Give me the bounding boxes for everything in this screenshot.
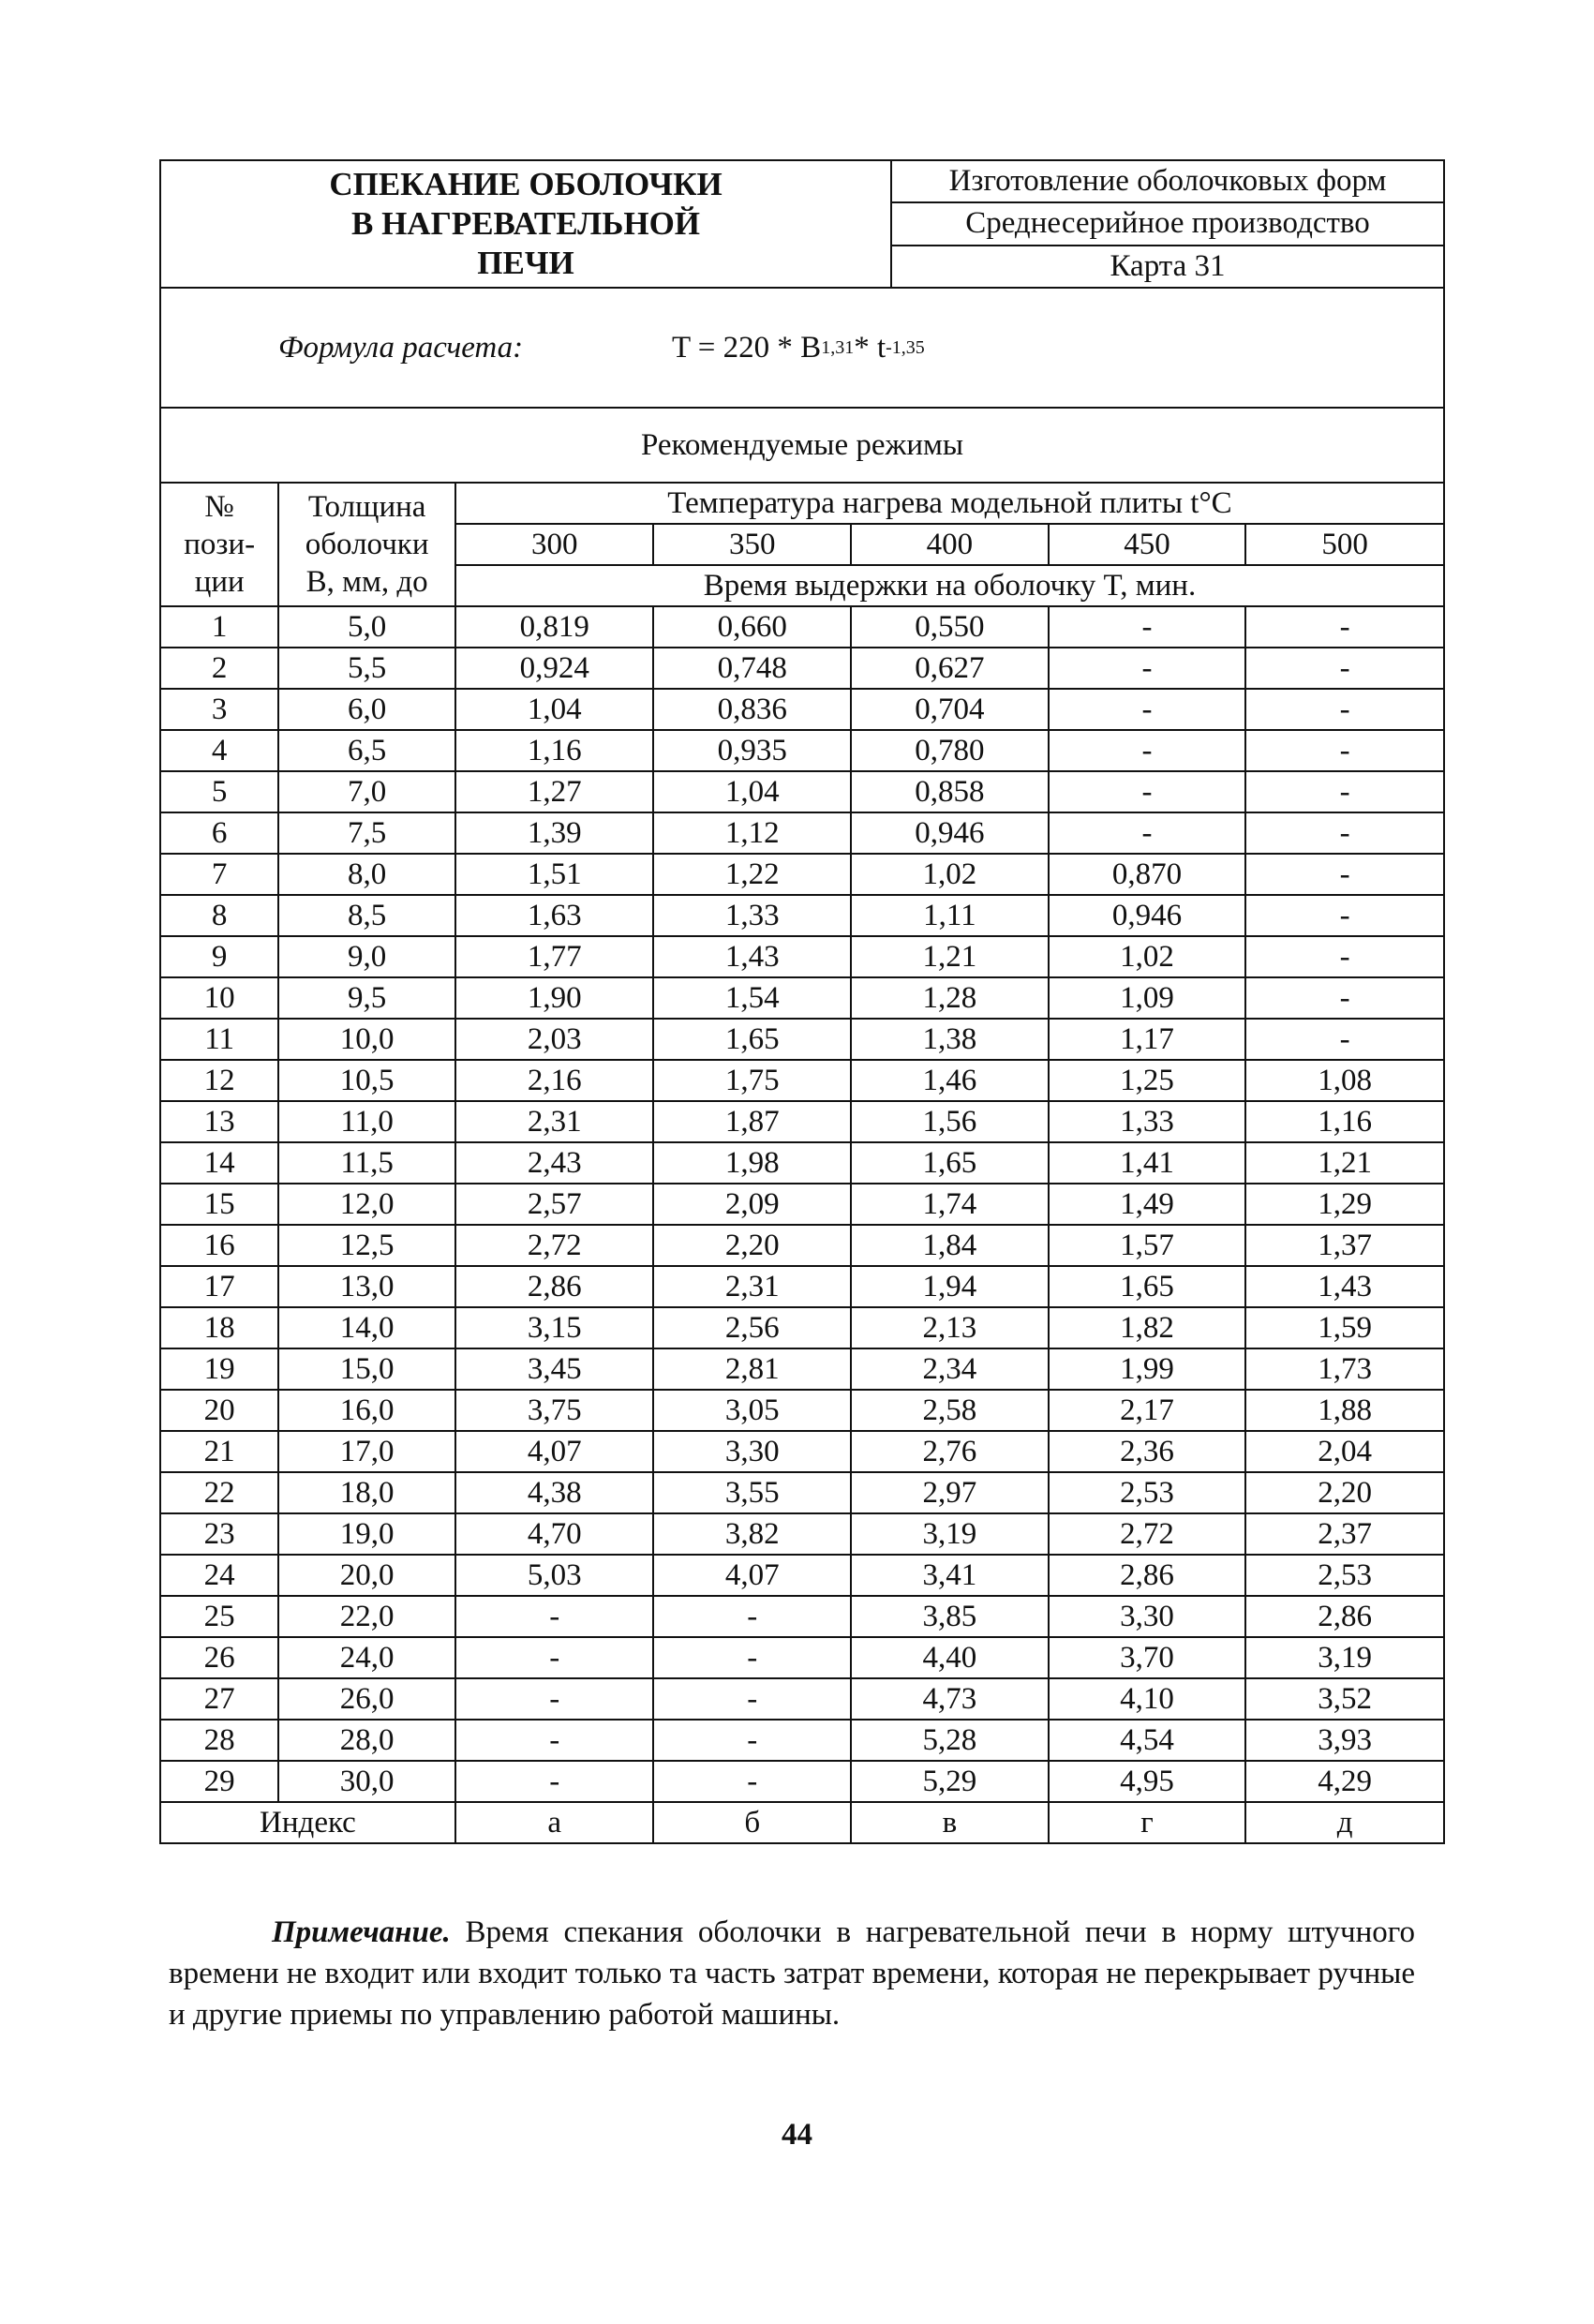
index-cell: г: [1049, 1802, 1246, 1842]
time-450-cell: 1,41: [1049, 1142, 1246, 1184]
thickness-cell: 22,0: [278, 1596, 455, 1637]
position-cell: 5: [161, 771, 278, 812]
time-450-cell: 1,65: [1049, 1266, 1246, 1307]
time-350-cell: -: [653, 1637, 851, 1678]
time-300-cell: 4,38: [455, 1472, 654, 1513]
time-450-cell: 0,946: [1049, 895, 1246, 936]
table-row: [161, 1596, 1443, 1637]
time-300-cell: 2,86: [455, 1266, 654, 1307]
time-400-cell: 2,97: [851, 1472, 1049, 1513]
time-500-cell: -: [1245, 977, 1443, 1019]
time-500-cell: 1,43: [1245, 1266, 1443, 1307]
time-500-cell: 2,20: [1245, 1472, 1443, 1513]
time-300-cell: 1,39: [455, 812, 654, 854]
modes-table: [161, 484, 1443, 1842]
time-300-cell: 1,16: [455, 730, 654, 771]
time-300-cell: 1,04: [455, 689, 654, 730]
thickness-cell: 15,0: [278, 1348, 455, 1390]
thickness-cell: 18,0: [278, 1472, 455, 1513]
time-400-cell: 3,41: [851, 1555, 1049, 1596]
time-300-cell: -: [455, 1720, 654, 1761]
time-450-cell: 4,10: [1049, 1678, 1246, 1720]
time-500-cell: 1,08: [1245, 1060, 1443, 1101]
position-cell: 15: [161, 1184, 278, 1225]
time-350-cell: 3,82: [653, 1513, 851, 1555]
position-column-header: [161, 484, 278, 606]
position-cell: 13: [161, 1101, 278, 1142]
table-row: [161, 1142, 1443, 1184]
time-300-cell: 1,77: [455, 936, 654, 977]
thickness-cell: 24,0: [278, 1637, 455, 1678]
time-400-cell: 1,65: [851, 1142, 1049, 1184]
time-500-cell: 2,04: [1245, 1431, 1443, 1472]
table-row: [161, 1060, 1443, 1101]
time-450-cell: -: [1049, 730, 1246, 771]
thickness-cell: 16,0: [278, 1390, 455, 1431]
card-title: [161, 161, 892, 287]
position-cell: 9: [161, 936, 278, 977]
time-450-cell: 1,17: [1049, 1019, 1246, 1060]
position-cell: 16: [161, 1225, 278, 1266]
time-450-cell: 0,870: [1049, 854, 1246, 895]
thickness-cell: 11,0: [278, 1101, 455, 1142]
time-350-cell: 1,65: [653, 1019, 851, 1060]
time-400-cell: 3,85: [851, 1596, 1049, 1637]
time-400-cell: 1,56: [851, 1101, 1049, 1142]
time-400-cell: 1,84: [851, 1225, 1049, 1266]
time-400-cell: 1,94: [851, 1266, 1049, 1307]
position-cell: 23: [161, 1513, 278, 1555]
time-400-cell: 0,858: [851, 771, 1049, 812]
position-cell: 20: [161, 1390, 278, 1431]
formula-base: T = 220 * B: [672, 330, 822, 365]
thickness-cell: 11,5: [278, 1142, 455, 1184]
time-300-cell: 2,03: [455, 1019, 654, 1060]
position-cell: 29: [161, 1761, 278, 1802]
formula-exponent-b: 1,31: [821, 336, 855, 358]
card-title-line: СПЕКАНИЕ ОБОЛОЧКИ: [329, 166, 723, 202]
time-300-cell: 4,70: [455, 1513, 654, 1555]
formula-row: [161, 289, 1443, 409]
thickness-cell: 14,0: [278, 1307, 455, 1348]
time-300-cell: 4,07: [455, 1431, 654, 1472]
time-500-cell: 1,59: [1245, 1307, 1443, 1348]
table-row: [161, 730, 1443, 771]
time-300-cell: -: [455, 1761, 654, 1802]
time-400-cell: 0,946: [851, 812, 1049, 854]
time-400-cell: 1,11: [851, 895, 1049, 936]
category-label: Изготовление оболочковых форм: [892, 161, 1443, 203]
position-cell: 25: [161, 1596, 278, 1637]
note-label: Примечание.: [272, 1915, 451, 1949]
table-row: [161, 648, 1443, 689]
time-300-cell: 1,51: [455, 854, 654, 895]
time-300-cell: 3,15: [455, 1307, 654, 1348]
thickness-cell: 6,5: [278, 730, 455, 771]
thickness-cell: 12,0: [278, 1184, 455, 1225]
time-300-cell: 2,31: [455, 1101, 654, 1142]
thickness-cell: 26,0: [278, 1678, 455, 1720]
time-350-cell: 4,07: [653, 1555, 851, 1596]
time-450-cell: 4,95: [1049, 1761, 1246, 1802]
time-400-cell: 0,704: [851, 689, 1049, 730]
formula-label: Формула расчета:: [278, 330, 524, 365]
time-300-cell: 3,45: [455, 1348, 654, 1390]
table-row: [161, 1678, 1443, 1720]
note-text: Время спекания оболочки в нагревательной печи в норму штучного времени не входит или входит только та часть затрат времени, которая не перекрывает ручные и другие приемы по управлению работой машины.: [169, 1915, 1415, 2032]
time-450-cell: -: [1049, 771, 1246, 812]
card-info: [892, 161, 1443, 287]
time-350-cell: 0,935: [653, 730, 851, 771]
position-cell: 1: [161, 606, 278, 648]
time-500-cell: 1,73: [1245, 1348, 1443, 1390]
position-cell: 22: [161, 1472, 278, 1513]
time-350-cell: -: [653, 1596, 851, 1637]
thickness-cell: 5,5: [278, 648, 455, 689]
time-400-cell: 0,550: [851, 606, 1049, 648]
time-450-cell: 4,54: [1049, 1720, 1246, 1761]
time-500-cell: 2,86: [1245, 1596, 1443, 1637]
time-500-cell: -: [1245, 854, 1443, 895]
thickness-cell: 13,0: [278, 1266, 455, 1307]
time-500-cell: 3,52: [1245, 1678, 1443, 1720]
thickness-cell: 20,0: [278, 1555, 455, 1596]
card-title-line: ПЕЧИ: [477, 245, 574, 281]
index-cell: б: [653, 1802, 851, 1842]
table-row: [161, 1019, 1443, 1060]
position-cell: 3: [161, 689, 278, 730]
time-300-cell: -: [455, 1678, 654, 1720]
time-350-cell: 0,836: [653, 689, 851, 730]
time-450-cell: 2,72: [1049, 1513, 1246, 1555]
time-400-cell: 2,76: [851, 1431, 1049, 1472]
time-350-cell: 0,660: [653, 606, 851, 648]
table-row: [161, 1637, 1443, 1678]
position-cell: 6: [161, 812, 278, 854]
time-300-cell: 0,819: [455, 606, 654, 648]
formula-mid: * t: [854, 330, 886, 365]
time-500-cell: -: [1245, 730, 1443, 771]
time-400-cell: 1,28: [851, 977, 1049, 1019]
thickness-column-header: [278, 484, 455, 606]
time-300-cell: 2,72: [455, 1225, 654, 1266]
time-400-cell: 0,627: [851, 648, 1049, 689]
time-400-cell: 4,73: [851, 1678, 1049, 1720]
time-450-cell: 2,17: [1049, 1390, 1246, 1431]
time-350-cell: 2,31: [653, 1266, 851, 1307]
time-350-cell: 1,33: [653, 895, 851, 936]
time-400-cell: 2,13: [851, 1307, 1049, 1348]
thickness-cell: 7,0: [278, 771, 455, 812]
thickness-cell: 28,0: [278, 1720, 455, 1761]
time-400-cell: 5,28: [851, 1720, 1049, 1761]
table-row: [161, 1761, 1443, 1802]
thickness-cell: 7,5: [278, 812, 455, 854]
time-450-cell: 1,49: [1049, 1184, 1246, 1225]
position-cell: 11: [161, 1019, 278, 1060]
time-400-cell: 1,21: [851, 936, 1049, 977]
time-300-cell: 2,57: [455, 1184, 654, 1225]
time-350-cell: 2,20: [653, 1225, 851, 1266]
time-450-cell: 1,09: [1049, 977, 1246, 1019]
time-450-cell: -: [1049, 648, 1246, 689]
table-row: [161, 1472, 1443, 1513]
time-300-cell: 2,16: [455, 1060, 654, 1101]
position-cell: 4: [161, 730, 278, 771]
time-350-cell: -: [653, 1720, 851, 1761]
time-350-cell: -: [653, 1761, 851, 1802]
thickness-cell: 8,0: [278, 854, 455, 895]
table-header-row: [161, 484, 1443, 524]
time-500-cell: 2,37: [1245, 1513, 1443, 1555]
card-number: Карта 31: [1110, 248, 1226, 283]
time-300-cell: 1,90: [455, 977, 654, 1019]
header-line: пози-: [184, 528, 256, 561]
table-row: [161, 606, 1443, 648]
table-row: [161, 771, 1443, 812]
time-300-cell: -: [455, 1637, 654, 1678]
position-cell: 27: [161, 1678, 278, 1720]
table-row: [161, 689, 1443, 730]
time-300-cell: 1,27: [455, 771, 654, 812]
header-line: №: [204, 490, 234, 524]
position-cell: 12: [161, 1060, 278, 1101]
thickness-cell: 17,0: [278, 1431, 455, 1472]
time-500-cell: -: [1245, 606, 1443, 648]
time-450-cell: -: [1049, 812, 1246, 854]
time-450-cell: 1,33: [1049, 1101, 1246, 1142]
time-350-cell: 1,75: [653, 1060, 851, 1101]
production-label: Среднесерийное производство: [892, 203, 1443, 246]
time-450-cell: 2,86: [1049, 1555, 1246, 1596]
thickness-cell: 12,5: [278, 1225, 455, 1266]
time-500-cell: -: [1245, 1019, 1443, 1060]
time-500-cell: -: [1245, 648, 1443, 689]
time-450-cell: 1,02: [1049, 936, 1246, 977]
temperature-value: 450: [1049, 524, 1246, 565]
formula-expression: [672, 289, 925, 407]
thickness-cell: 5,0: [278, 606, 455, 648]
temperature-value: 350: [653, 524, 851, 565]
thickness-cell: 8,5: [278, 895, 455, 936]
header-line: оболочки: [305, 528, 429, 561]
temperature-value: 400: [851, 524, 1049, 565]
time-300-cell: 5,03: [455, 1555, 654, 1596]
card-title-line: В НАГРЕВАТЕЛЬНОЙ: [350, 205, 701, 242]
time-500-cell: -: [1245, 812, 1443, 854]
time-400-cell: 1,02: [851, 854, 1049, 895]
time-450-cell: -: [1049, 689, 1246, 730]
time-500-cell: 1,37: [1245, 1225, 1443, 1266]
time-350-cell: 3,05: [653, 1390, 851, 1431]
time-350-cell: 2,56: [653, 1307, 851, 1348]
time-350-cell: 3,55: [653, 1472, 851, 1513]
time-500-cell: -: [1245, 936, 1443, 977]
header-line: Толщина: [307, 490, 426, 524]
position-cell: 10: [161, 977, 278, 1019]
time-300-cell: 3,75: [455, 1390, 654, 1431]
table-row: [161, 1555, 1443, 1596]
time-400-cell: 2,34: [851, 1348, 1049, 1390]
thickness-cell: 9,0: [278, 936, 455, 977]
time-header: Время выдержки на оболочку T, мин.: [455, 565, 1443, 606]
time-350-cell: 1,22: [653, 854, 851, 895]
recommended-modes-title: Рекомендуемые режимы: [161, 409, 1443, 484]
time-400-cell: 5,29: [851, 1761, 1049, 1802]
time-350-cell: -: [653, 1678, 851, 1720]
table-row: [161, 936, 1443, 977]
table-row: [161, 1225, 1443, 1266]
time-400-cell: 3,19: [851, 1513, 1049, 1555]
time-400-cell: 4,40: [851, 1637, 1049, 1678]
position-cell: 2: [161, 648, 278, 689]
time-450-cell: 1,25: [1049, 1060, 1246, 1101]
time-300-cell: 1,63: [455, 895, 654, 936]
time-450-cell: 2,53: [1049, 1472, 1246, 1513]
position-cell: 19: [161, 1348, 278, 1390]
position-cell: 7: [161, 854, 278, 895]
index-label: Индекс: [161, 1802, 455, 1842]
time-350-cell: 1,43: [653, 936, 851, 977]
time-500-cell: 1,88: [1245, 1390, 1443, 1431]
thickness-cell: 30,0: [278, 1761, 455, 1802]
position-cell: 24: [161, 1555, 278, 1596]
table-row: [161, 1431, 1443, 1472]
position-cell: 21: [161, 1431, 278, 1472]
time-500-cell: 1,16: [1245, 1101, 1443, 1142]
temperature-value: 300: [455, 524, 654, 565]
index-cell: в: [851, 1802, 1049, 1842]
header-line: ции: [194, 565, 245, 599]
time-300-cell: -: [455, 1596, 654, 1637]
table-row: [161, 1101, 1443, 1142]
thickness-cell: 9,5: [278, 977, 455, 1019]
time-450-cell: 2,36: [1049, 1431, 1246, 1472]
time-450-cell: 1,99: [1049, 1348, 1246, 1390]
table-row: [161, 1513, 1443, 1555]
note: [169, 1912, 1415, 2035]
formula-exponent-t: -1,35: [886, 336, 925, 358]
thickness-cell: 10,5: [278, 1060, 455, 1101]
time-450-cell: 3,70: [1049, 1637, 1246, 1678]
time-350-cell: 2,81: [653, 1348, 851, 1390]
time-500-cell: 3,93: [1245, 1720, 1443, 1761]
position-cell: 17: [161, 1266, 278, 1307]
time-350-cell: 1,87: [653, 1101, 851, 1142]
time-300-cell: 2,43: [455, 1142, 654, 1184]
table-row: [161, 1307, 1443, 1348]
time-400-cell: 1,46: [851, 1060, 1049, 1101]
table-row: [161, 977, 1443, 1019]
header-line: B, мм, до: [305, 565, 428, 599]
time-400-cell: 0,780: [851, 730, 1049, 771]
time-400-cell: 2,58: [851, 1390, 1049, 1431]
time-500-cell: 3,19: [1245, 1637, 1443, 1678]
time-350-cell: 3,30: [653, 1431, 851, 1472]
page-number: 44: [782, 2118, 812, 2152]
table-row: [161, 1390, 1443, 1431]
time-450-cell: -: [1049, 606, 1246, 648]
time-400-cell: 1,74: [851, 1184, 1049, 1225]
position-cell: 18: [161, 1307, 278, 1348]
position-cell: 14: [161, 1142, 278, 1184]
table-row: [161, 1720, 1443, 1761]
table-row: [161, 812, 1443, 854]
time-450-cell: 1,82: [1049, 1307, 1246, 1348]
time-450-cell: 1,57: [1049, 1225, 1246, 1266]
card-header: [161, 161, 1443, 289]
position-cell: 28: [161, 1720, 278, 1761]
thickness-cell: 19,0: [278, 1513, 455, 1555]
table-row: [161, 1184, 1443, 1225]
temperature-header: Температура нагрева модельной плиты t°C: [455, 484, 1443, 524]
process-card: [159, 159, 1445, 1844]
position-cell: 8: [161, 895, 278, 936]
thickness-cell: 6,0: [278, 689, 455, 730]
table-row: [161, 895, 1443, 936]
temperature-value: 500: [1245, 524, 1443, 565]
time-500-cell: -: [1245, 689, 1443, 730]
index-cell: д: [1245, 1802, 1443, 1842]
time-500-cell: 1,21: [1245, 1142, 1443, 1184]
time-300-cell: 0,924: [455, 648, 654, 689]
time-500-cell: -: [1245, 895, 1443, 936]
thickness-cell: 10,0: [278, 1019, 455, 1060]
index-cell: а: [455, 1802, 654, 1842]
position-cell: 26: [161, 1637, 278, 1678]
time-450-cell: 3,30: [1049, 1596, 1246, 1637]
time-350-cell: 0,748: [653, 648, 851, 689]
time-350-cell: 2,09: [653, 1184, 851, 1225]
time-500-cell: 4,29: [1245, 1761, 1443, 1802]
time-350-cell: 1,98: [653, 1142, 851, 1184]
table-row: [161, 854, 1443, 895]
table-row: [161, 1266, 1443, 1307]
time-500-cell: 1,29: [1245, 1184, 1443, 1225]
index-row: [161, 1802, 1443, 1842]
time-400-cell: 1,38: [851, 1019, 1049, 1060]
time-500-cell: 2,53: [1245, 1555, 1443, 1596]
time-350-cell: 1,04: [653, 771, 851, 812]
table-row: [161, 1348, 1443, 1390]
time-350-cell: 1,12: [653, 812, 851, 854]
time-350-cell: 1,54: [653, 977, 851, 1019]
time-500-cell: -: [1245, 771, 1443, 812]
